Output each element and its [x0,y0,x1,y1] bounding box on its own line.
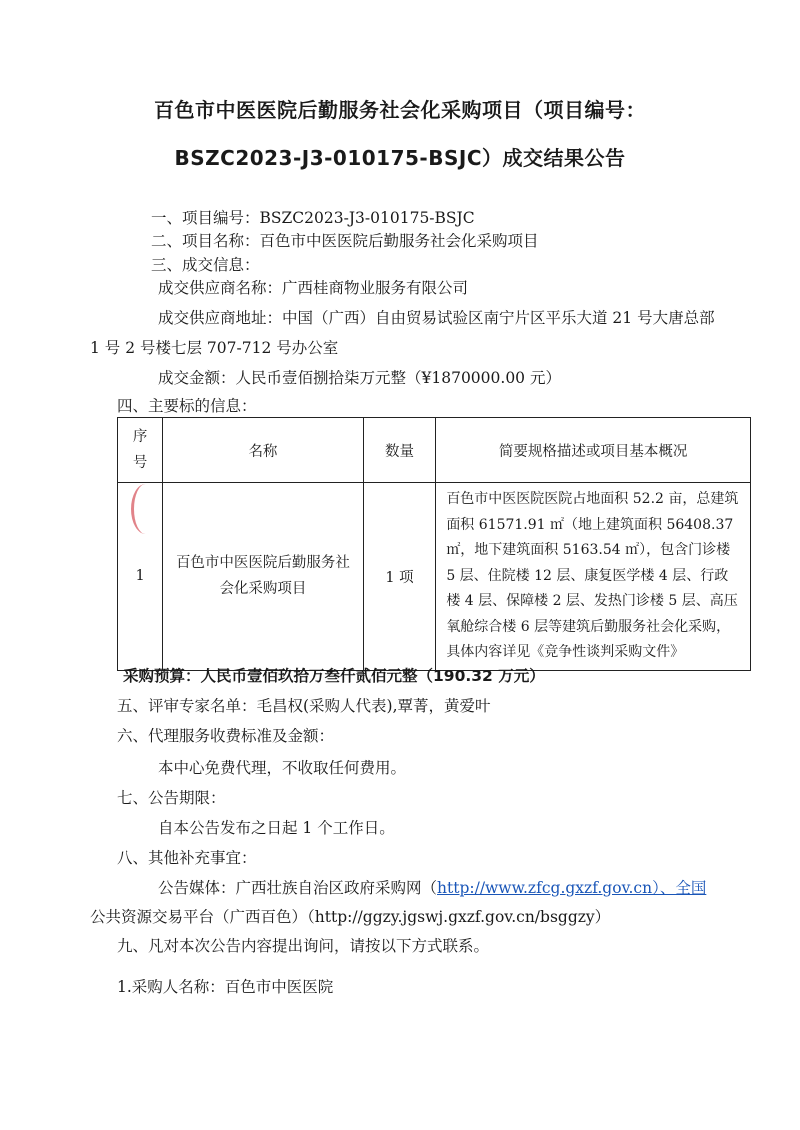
supplier-address-line-2: 1 号 2 号楼七层 707-712 号办公室 [90,339,339,357]
header-seq [118,418,163,483]
seal-stamp-mark [131,484,160,534]
row-quantity: 1 项 [363,483,436,671]
section-project-name: 二、项目名称：百色市中医医院后勤服务社会化采购项目 [151,232,539,250]
agency-fee-body: 本中心免费代理，不收取任何费用。 [158,759,407,777]
header-seq-char-2: 号 [132,455,148,471]
section-contact: 九、凡对本次公告内容提出询问，请按以下方式联系。 [117,937,490,955]
media-line-1 [158,876,706,898]
header-quantity: 数量 [363,418,436,483]
row-seq: 1 [118,483,163,671]
section-supplementary: 八、其他补充事宜： [117,849,257,867]
notice-period-body: 自本公告发布之日起 1 个工作日。 [158,819,395,837]
page-title-line-2: BSZC2023-J3-010175-BSJC）成交结果公告 [174,146,626,170]
section-deal-info: 三、成交信息： [151,256,260,274]
row-description: 百色市中医医院医院占地面积 52.2 亩，总建筑面积 61571.91 ㎡（地上建筑面积 56408.37 ㎡，地下建筑面积 5163.54 ㎡），包含门诊楼 5 层、住院楼 12 层、康复医学楼 4 层、行政楼 4 层、保障楼 2 层、发热门诊楼 5 层、高压氧舱综合楼 6 层等建筑后勤服务社会化采购，具体内容详见《竞争性谈判采购文件》 [436,483,751,671]
section-agency-fee: 六、代理服务收费标准及金额： [117,727,335,745]
procurement-budget: 采购预算：人民币壹佰玖拾万叁仟贰佰元整（190.32 万元） [123,667,545,685]
section-review-experts: 五、评审专家名单：毛昌权(采购人代表),覃菁，黄爱叶 [117,697,491,715]
items-table [117,417,751,671]
media-line-2: 公共资源交易平台（广西百色）（http://ggzy.jgswj.gxzf.gov.cn/bsggzy） [90,908,611,926]
table-row [118,483,751,671]
media-prefix: 公告媒体：广西壮族自治区政府采购网（ [158,879,438,897]
page-title-line-1: 百色市中医医院后勤服务社会化采购项目（项目编号： [154,98,646,122]
section-notice-period: 七、公告期限： [117,789,226,807]
supplier-name: 成交供应商名称：广西桂商物业服务有限公司 [158,279,469,297]
section-project-number: 一、项目编号：BSZC2023-J3-010175-BSJC [151,209,475,227]
media-website-link[interactable]: http://www.zfcg.gxzf.gov.cn）、全国 [437,879,707,897]
supplier-address-line-1: 成交供应商地址：中国（广西）自由贸易试验区南宁片区平乐大道 21 号大唐总部 [158,309,715,327]
contact-purchaser-name: 1.采购人名称：百色市中医医院 [117,978,334,996]
header-description: 简要规格描述或项目基本概况 [436,418,751,483]
deal-amount: 成交金额：人民币壹佰捌拾柒万元整（¥1870000.00 元） [158,369,561,387]
table-header-row [118,418,751,483]
section-main-items: 四、主要标的信息： [117,397,257,415]
header-seq-char-1: 序 [132,429,148,445]
row-name: 百色市中医医院后勤服务社会化采购项目 [163,483,363,671]
header-name: 名称 [163,418,363,483]
